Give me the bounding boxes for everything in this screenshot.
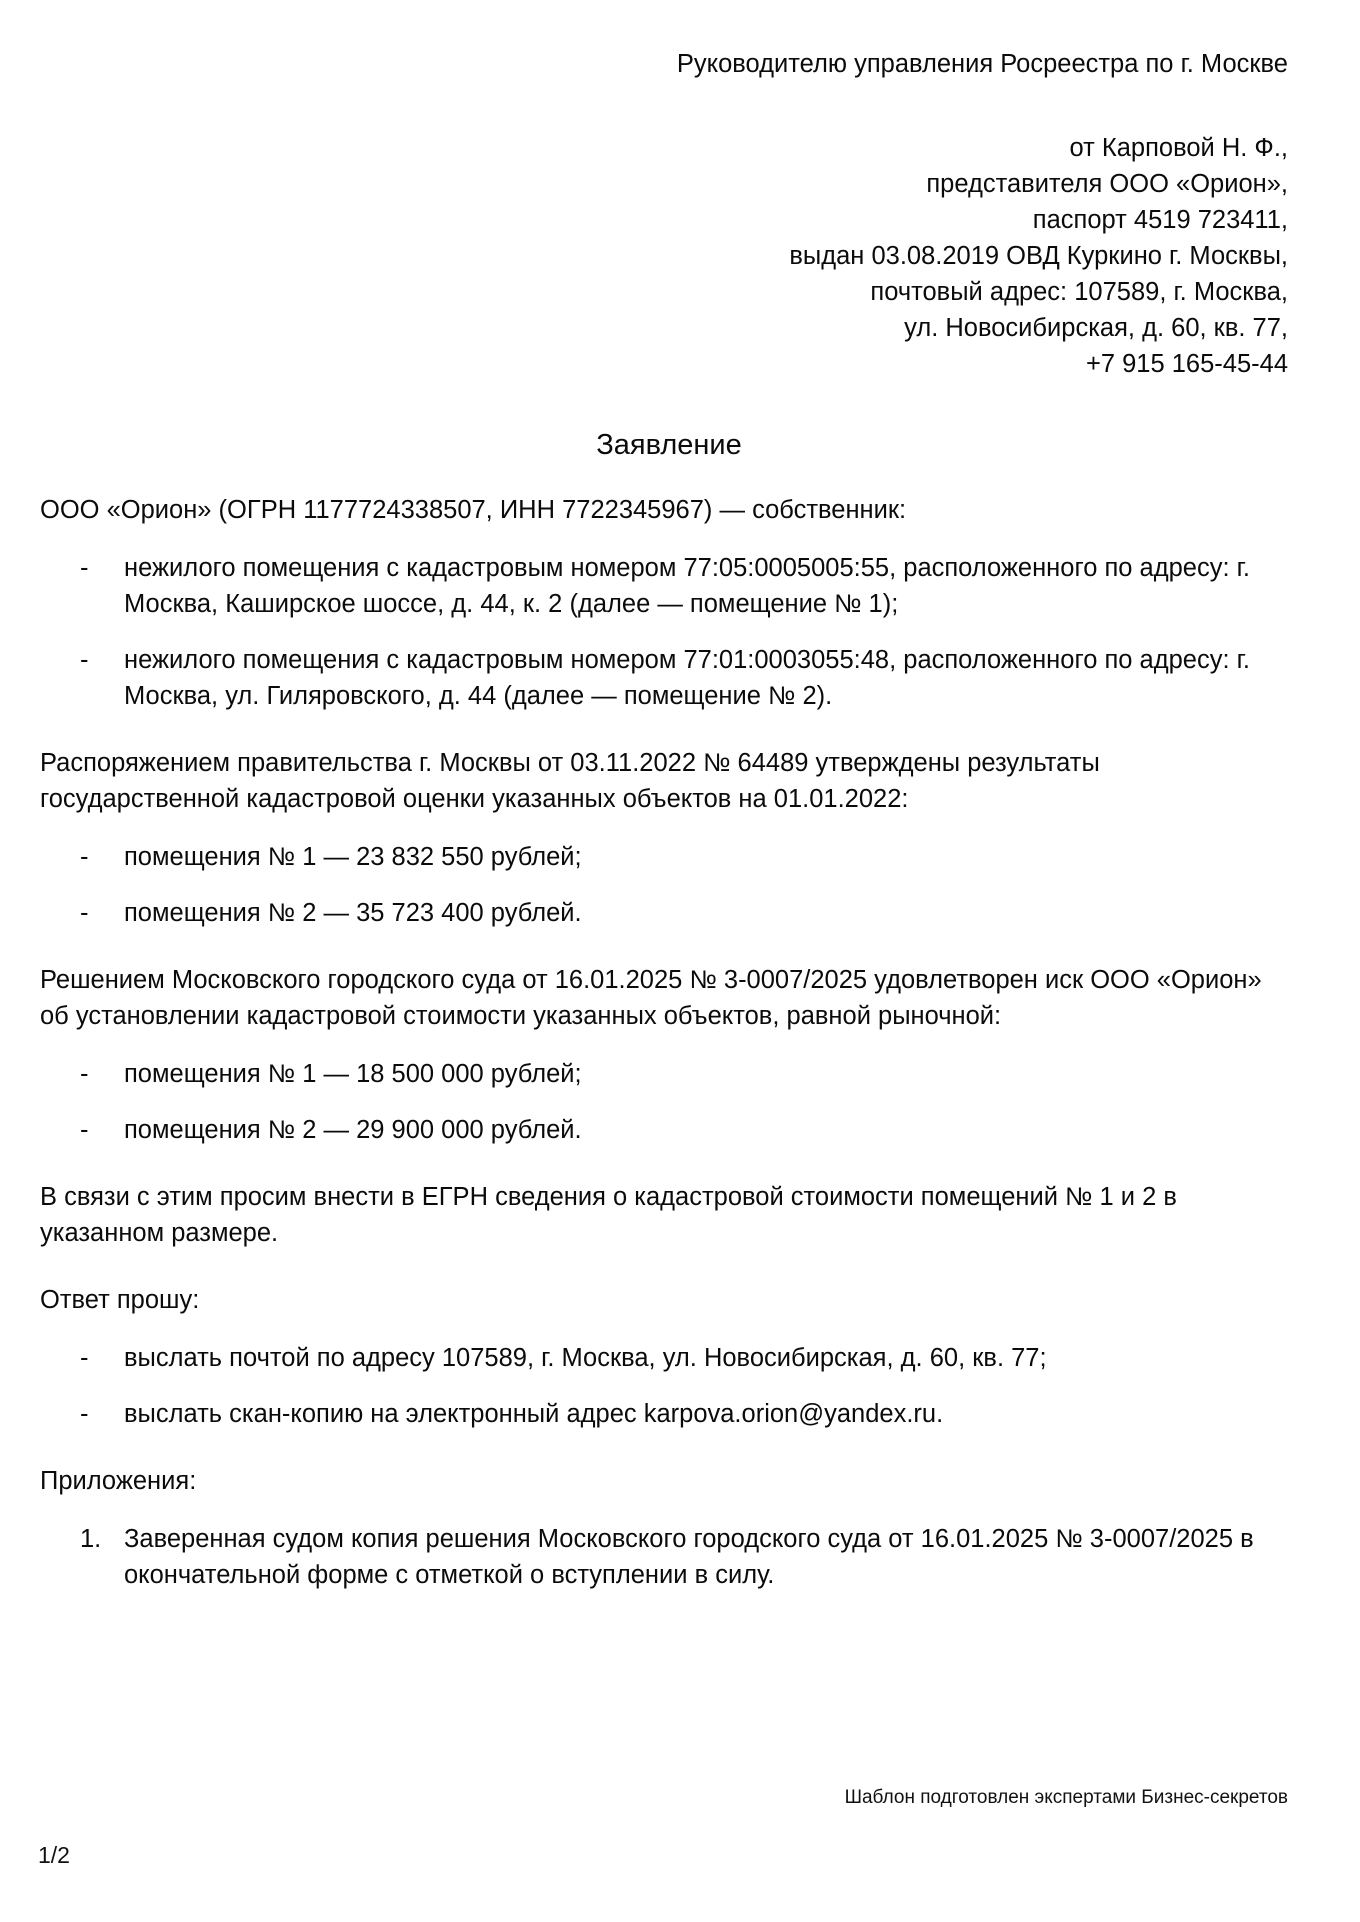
- list-item: [40, 1340, 1288, 1376]
- list-item-text: помещения № 2 — 29 900 000 рублей.: [124, 1116, 582, 1145]
- decree-paragraph: Распоряжением правительства г. Москвы от 03.11.2022 № 64489 утверждены результаты государственной кадастровой оценки указанных объектов на 01.01.2022:: [40, 749, 1100, 814]
- document-body: [40, 52, 1288, 1593]
- number-marker: 1.: [80, 1525, 102, 1554]
- template-credit-note: Шаблон подготовлен экспертами Бизнес-секретов: [844, 1787, 1288, 1809]
- list-item: [40, 550, 1288, 622]
- intro-paragraph: ООО «Орион» (ОГРН 1177724338507, ИНН 7722345967) — собственник:: [40, 496, 907, 525]
- attachments-list: [40, 1521, 1288, 1593]
- applicant-block: [40, 130, 1288, 382]
- list-item-text: Заверенная судом копия решения Московского городского суда от 16.01.2025 № 3-0007/2025 в окончательной форме с отметкой о вступлении в силу.: [124, 1525, 1254, 1590]
- dash-marker-icon: -: [80, 1400, 89, 1429]
- page-number: 1/2: [38, 1842, 70, 1869]
- list-item: [40, 1396, 1288, 1432]
- applicant-postal-address-line2: ул. Новосибирская, д. 60, кв. 77,: [904, 313, 1288, 342]
- list-item: [40, 642, 1288, 714]
- list-item-text: нежилого помещения с кадастровым номером 77:05:0005005:55, расположенного по адресу: г. Москва, Каширское шоссе, д. 44, к. 2 (далее — помещение № 1);: [124, 554, 1250, 619]
- request-paragraph: В связи с этим просим внести в ЕГРН сведения о кадастровой стоимости помещений № 1 и 2 в указанном размере.: [40, 1183, 1177, 1248]
- addressee-line: Руководителю управления Росреестра по г. Москве: [676, 50, 1288, 78]
- reply-heading: Ответ прошу:: [40, 1286, 200, 1315]
- dash-marker-icon: -: [80, 554, 89, 583]
- page-title: Заявление: [596, 428, 742, 461]
- applicant-postal-address-line1: почтовый адрес: 107589, г. Москва,: [870, 277, 1288, 306]
- list-item-text: нежилого помещения с кадастровым номером 77:01:0003055:48, расположенного по адресу: г. Москва, ул. Гиляровского, д. 44 (далее — помещение № 2).: [124, 646, 1250, 711]
- list-item: [40, 1056, 1288, 1092]
- owned-premises-list: [40, 550, 1288, 714]
- attachments-heading: Приложения:: [40, 1467, 197, 1496]
- applicant-phone: +7 915 165-45-44: [1085, 349, 1288, 378]
- list-item-text: помещения № 1 — 18 500 000 рублей;: [124, 1060, 582, 1089]
- list-item-text: помещения № 2 — 35 723 400 рублей.: [124, 899, 582, 928]
- court-decision-paragraph: Решением Московского городского суда от 16.01.2025 № 3-0007/2025 удовлетворен иск ООО «Орион» об установлении кадастровой стоимости указанных объектов, равной рыночной:: [40, 966, 1262, 1031]
- applicant-role: представителя ООО «Орион»,: [926, 169, 1288, 198]
- list-item: [40, 1112, 1288, 1148]
- dash-marker-icon: -: [80, 1344, 89, 1373]
- applicant-name: от Карповой Н. Ф.,: [1069, 133, 1288, 162]
- applicant-passport-issuer: выдан 03.08.2019 ОВД Куркино г. Москвы,: [789, 241, 1288, 270]
- cadastral-values-list: [40, 839, 1288, 931]
- list-item: [40, 895, 1288, 931]
- dash-marker-icon: -: [80, 1060, 89, 1089]
- market-values-list: [40, 1056, 1288, 1148]
- dash-marker-icon: -: [80, 899, 89, 928]
- list-item-text: выслать почтой по адресу 107589, г. Москва, ул. Новосибирская, д. 60, кв. 77;: [124, 1344, 1047, 1373]
- dash-marker-icon: -: [80, 646, 89, 675]
- list-item: [40, 1521, 1288, 1593]
- dash-marker-icon: -: [80, 843, 89, 872]
- list-item-text: помещения № 1 — 23 832 550 рублей;: [124, 843, 582, 872]
- list-item-text: выслать скан-копию на электронный адрес karpova.orion@yandex.ru.: [124, 1400, 944, 1429]
- applicant-passport: паспорт 4519 723411,: [1032, 205, 1288, 234]
- list-item: [40, 839, 1288, 875]
- reply-methods-list: [40, 1340, 1288, 1432]
- dash-marker-icon: -: [80, 1116, 89, 1145]
